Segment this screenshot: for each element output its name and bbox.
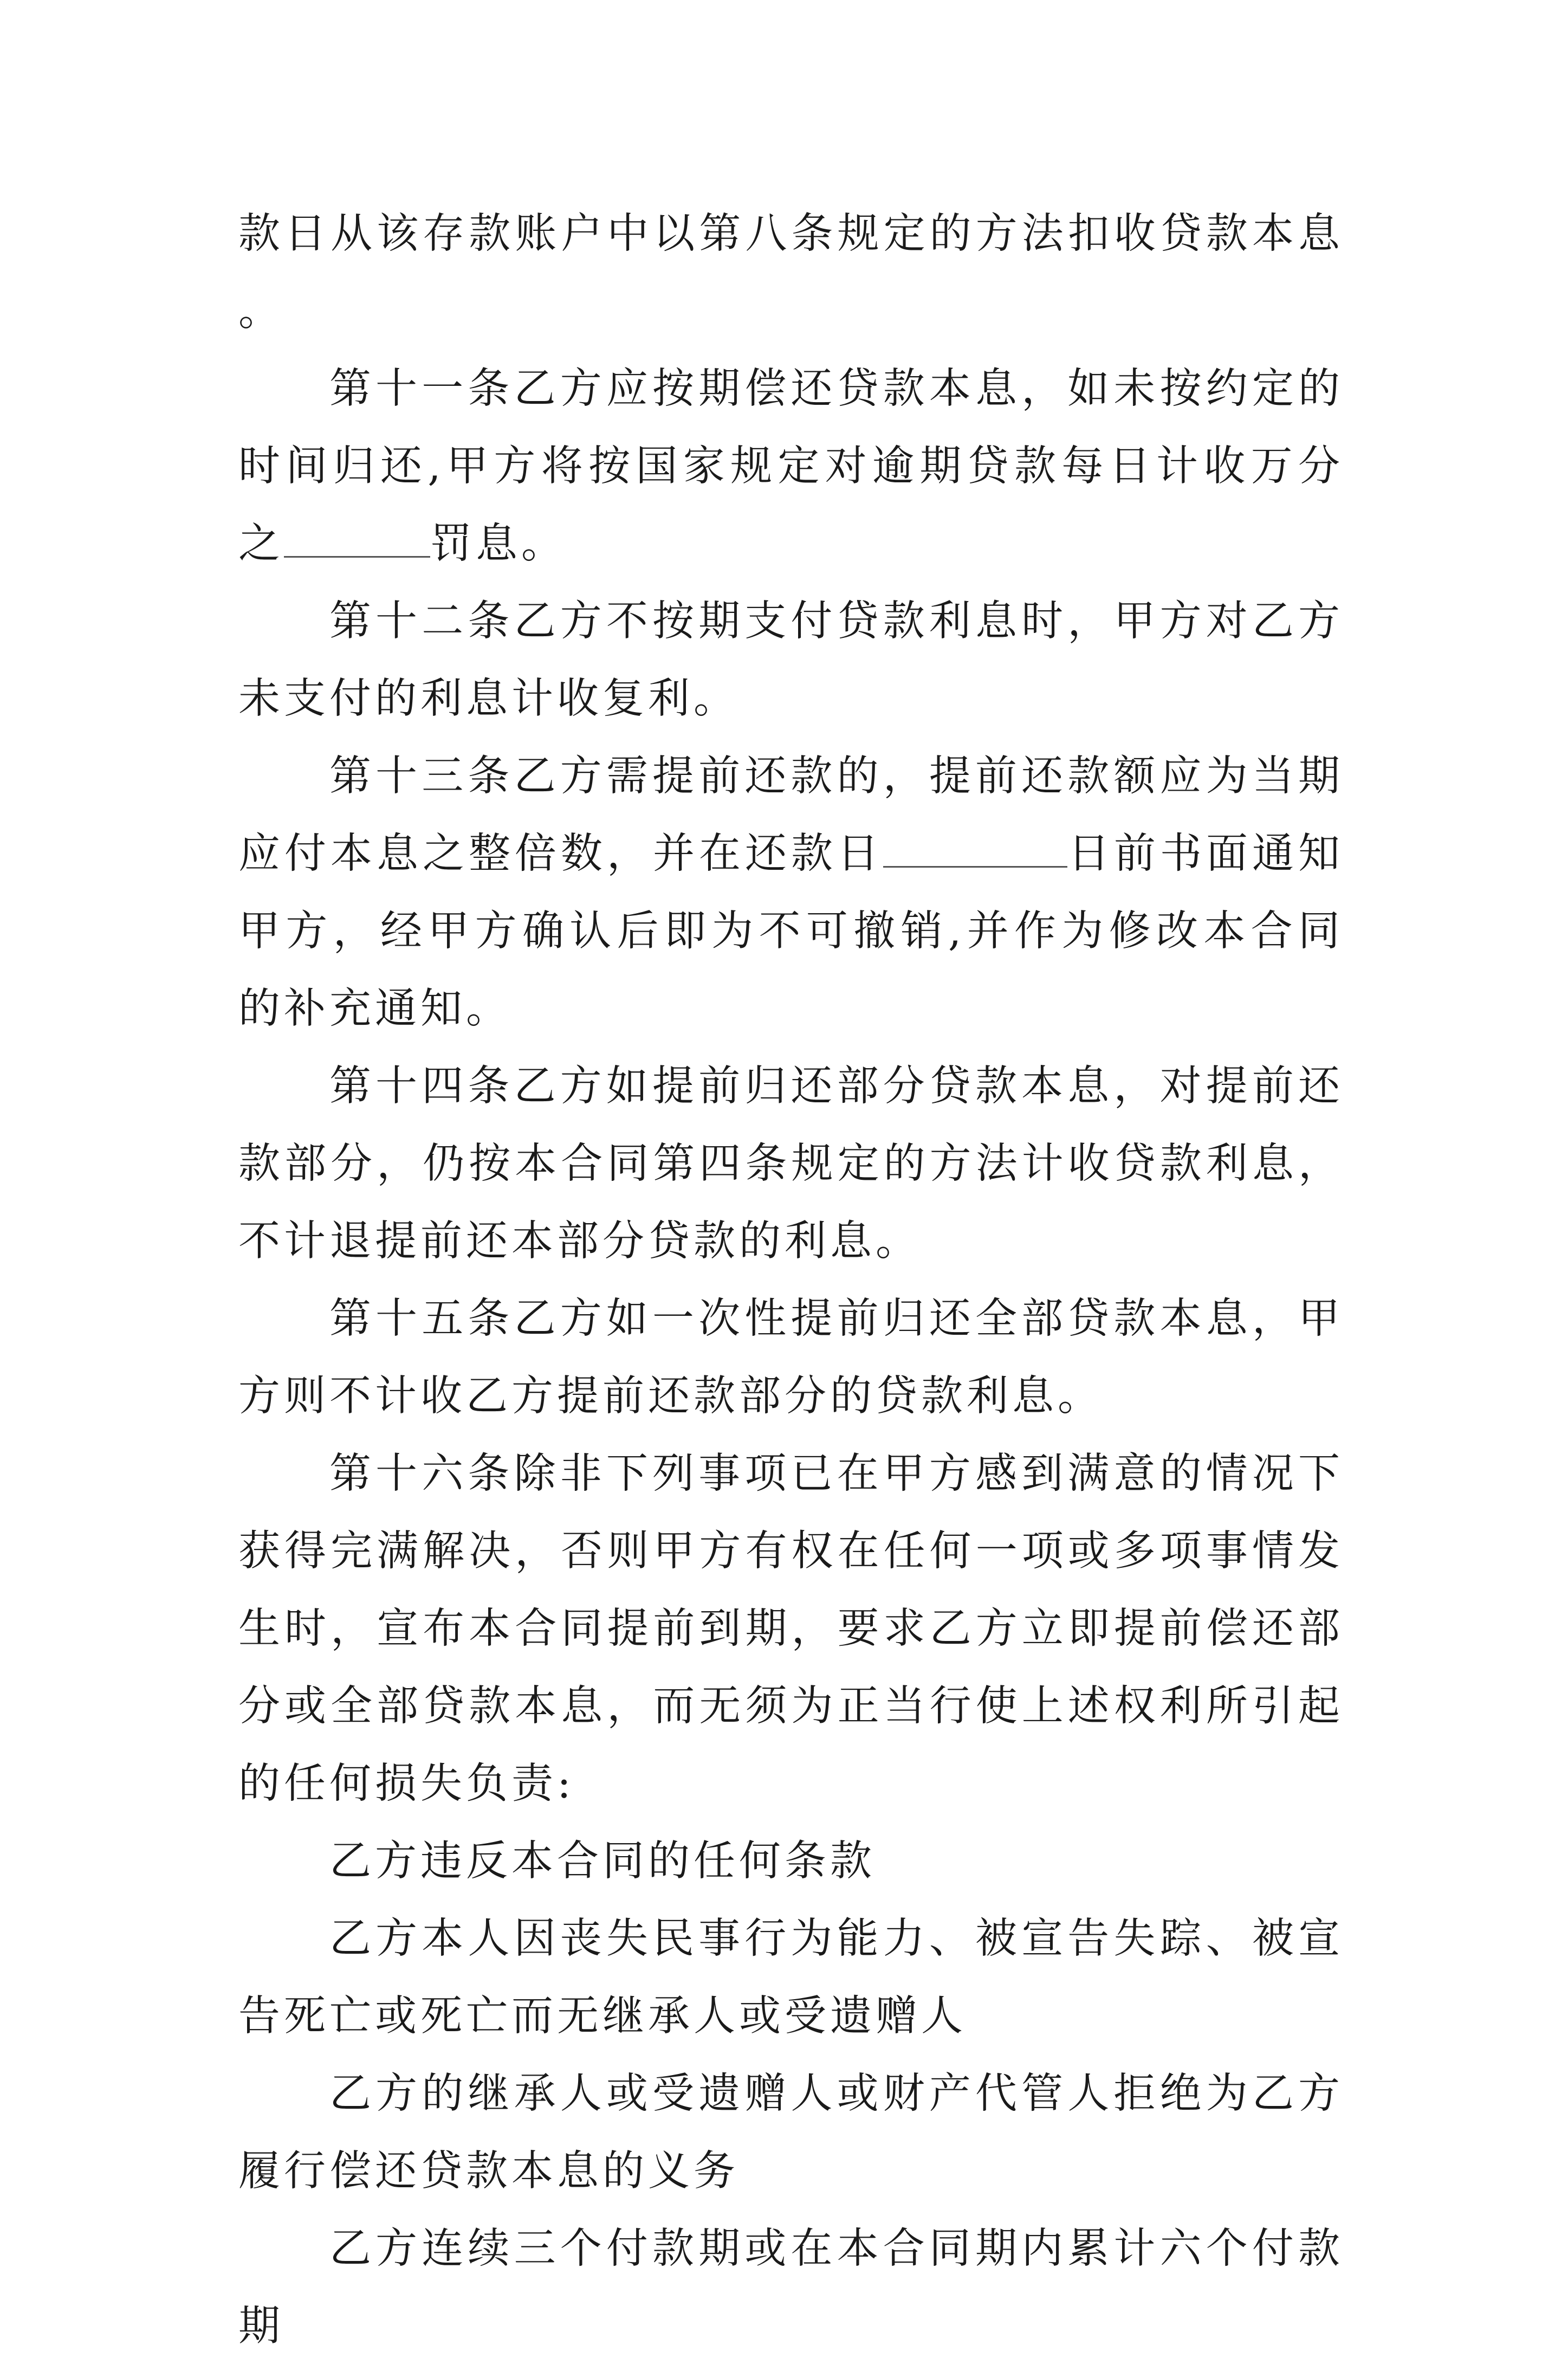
list-item-incapacity: 乙方本人因丧失民事行为能力、被宣告失踪、被宣告死亡或死亡而无继承人或受遗赠人 xyxy=(238,1915,1344,2040)
paragraph-article-12: 第十二条乙方不按期支付贷款利息时，甲方对乙方未支付的利息计收复利。 xyxy=(238,597,1344,723)
paragraph-article-13 xyxy=(238,738,1344,1048)
list-item-heir-refusal: 乙方的继承人或受遗赠人或财产代管人拒绝为乙方履行偿还贷款本息的义务 xyxy=(238,2070,1344,2195)
paragraph-article-14: 第十四条乙方如提前归还部分贷款本息，对提前还款部分，仍按本合同第四条规定的方法计收贷款利息，不计退提前还本部分贷款的利息。 xyxy=(238,1062,1344,1265)
paragraph-article-11 xyxy=(238,350,1344,583)
list-item-missed-payments: 乙方连续三个付款期或在本合同期内累计六个付款期 xyxy=(238,2225,1344,2350)
article-11-text-end: 罚息。 xyxy=(430,520,567,568)
penalty-rate-blank xyxy=(284,524,430,558)
paragraph-article-15: 第十五条乙方如一次性提前归还全部贷款本息，甲方则不计收乙方提前还款部分的贷款利息。 xyxy=(238,1295,1344,1420)
paragraph-continuation: 款日从该存款账户中以第八条规定的方法扣收贷款本息。 xyxy=(238,210,1344,335)
list-item-breach: 乙方违反本合同的任何条款 xyxy=(329,1837,876,1885)
notice-days-blank xyxy=(883,833,1067,868)
paragraph-article-16: 第十六条除非下列事项已在甲方感到满意的情况下获得完满解决，否则甲方有权在任何一项或多项事情发生时，宣布本合同提前到期，要求乙方立即提前偿还部分或全部贷款本息，而无须为正当行使上述权利所引起的任何损失负责: xyxy=(238,1450,1344,1808)
article-13-text-end: 日前书面通知甲方，经甲方确认后即为不可撤销,并作为修改本合同的补充通知。 xyxy=(238,830,1344,1033)
article-11-text: 第十一条乙方应按期偿还贷款本息，如未按约定的时间归还,甲方将按国家规定对逾期贷款每日计收万分之 xyxy=(238,365,1344,568)
article-13-text: 第十三条乙方需提前还款的，提前还款额应为当期应付本息之整倍数，并在还款日 xyxy=(238,752,1344,878)
document-body xyxy=(238,195,1344,2365)
